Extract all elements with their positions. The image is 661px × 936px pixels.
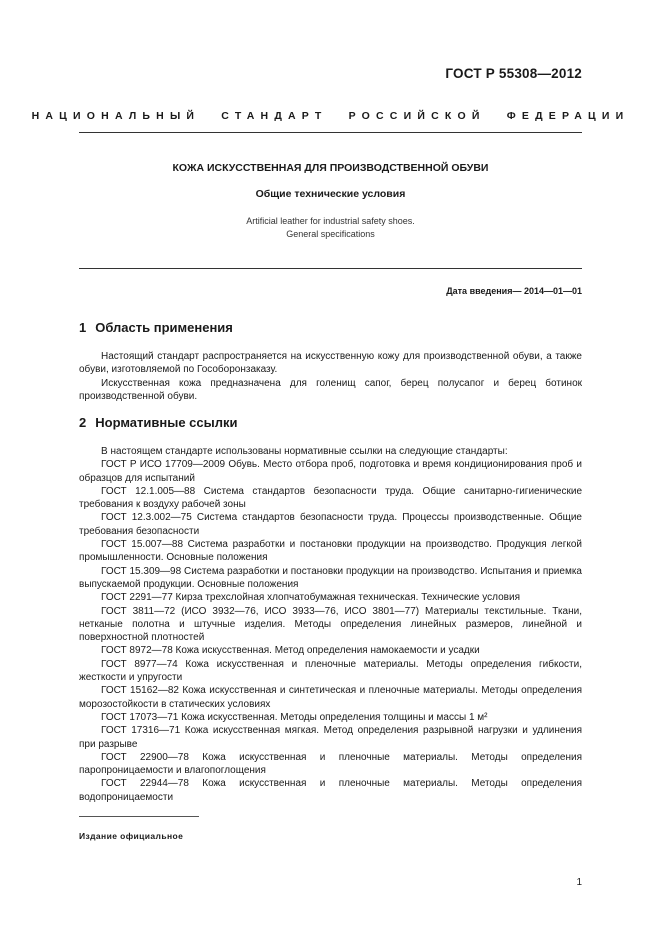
- reference-item: ГОСТ 17316—71 Кожа искусственная мягкая. Метод определения разрывной нагрузки и удлинения при разрыве: [79, 725, 582, 750]
- reference-item: ГОСТ 8977—74 Кожа искусственная и пленочные материалы. Методы определения гибкости, жесткости и упругости: [79, 658, 582, 684]
- reference-item: ГОСТ Р ИСО 17709—2009 Обувь. Место отбора проб, подготовка и время кондиционирования проб и образцов для испытаний: [79, 459, 582, 484]
- reference-item: ГОСТ 12.1.005—88 Система стандартов безопасности труда. Общие санитарно-гигиенические требования к воздуху рабочей зоны: [79, 485, 582, 511]
- footer-divider: [79, 816, 199, 817]
- section-2-title: Нормативные ссылки: [95, 415, 238, 430]
- document-subtitle: Общие технические условия: [255, 188, 406, 200]
- document-code: ГОСТ Р 55308—2012: [445, 66, 582, 81]
- reference-item: ГОСТ 15.007—88 Система разработки и постановки продукции на производство. Продукция легкой промышленности. Основные положения: [79, 539, 582, 564]
- reference-item: ГОСТ 2291—77 Кирза трехслойная хлопчатобумажная техническая. Технические условия: [101, 592, 520, 604]
- header-divider: [79, 132, 582, 133]
- national-standard-banner: НАЦИОНАЛЬНЫЙ СТАНДАРТ РОССИЙСКОЙ ФЕДЕРАЦИИ: [31, 110, 630, 122]
- section-2-heading: [79, 415, 237, 430]
- edition-label: Издание официальное: [79, 831, 184, 841]
- section-1-number: 1: [79, 320, 87, 335]
- reference-item: ГОСТ 22944—78 Кожа искусственная и пленочные материалы. Методы определения водопроницаемости: [79, 778, 582, 803]
- reference-item: ГОСТ 3811—72 (ИСО 3932—76, ИСО 3933—76, ИСО 3801—77) Материалы текстильные. Ткани, нетканые полотна и штучные изделия. Методы определения линейных размеров, линейной и поверхностной плотностей: [79, 605, 582, 644]
- document-title: КОЖА ИСКУССТВЕННАЯ ДЛЯ ПРОИЗВОДСТВЕННОЙ ОБУВИ: [172, 162, 489, 174]
- reference-item: ГОСТ 17073—71 Кожа искусственная. Методы определения толщины и массы 1 м²: [101, 711, 488, 723]
- english-title-line-2: General specifications: [286, 229, 375, 239]
- title-divider: [79, 268, 582, 269]
- paragraph: Настоящий стандарт распространяется на искусственную кожу для производственной обуви, а также обуви, изготовляемой по Гособоронзаказу.: [79, 351, 582, 376]
- reference-item: ГОСТ 8972—78 Кожа искусственная. Метод определения намокаемости и усадки: [101, 645, 480, 657]
- section-1-title: Область применения: [95, 320, 233, 335]
- paragraph: В настоящем стандарте использованы нормативные ссылки на следующие стандарты:: [101, 446, 508, 457]
- reference-item: ГОСТ 15.309—98 Система разработки и постановки продукции на производство. Испытания и приемка выпускаемой продукции. Основные положения: [79, 565, 582, 590]
- section-2-body: [79, 445, 582, 804]
- section-2-number: 2: [79, 415, 87, 430]
- introduction-date: Дата введения— 2014—01—01: [446, 286, 582, 296]
- paragraph: Искусственная кожа предназначена для голенищ сапог, берец полусапог и берец ботинок производственной обуви.: [79, 377, 582, 402]
- reference-item: ГОСТ 12.3.002—75 Система стандартов безопасности труда. Процессы производственные. Общие требования безопасности: [79, 512, 582, 537]
- section-1-heading: [79, 320, 233, 335]
- english-title-line-1: Artificial leather for industrial safety shoes.: [246, 216, 415, 226]
- reference-item: ГОСТ 15162—82 Кожа искусственная и синтетическая и пленочные материалы. Методы определения морозостойкости в статических условиях: [79, 685, 582, 710]
- section-1-body: [79, 350, 582, 403]
- english-title: [0, 215, 661, 241]
- page-number: 1: [576, 877, 582, 888]
- reference-item: ГОСТ 22900—78 Кожа искусственная и пленочные материалы. Методы определения паропроницаемости и влагопоглощения: [79, 751, 582, 777]
